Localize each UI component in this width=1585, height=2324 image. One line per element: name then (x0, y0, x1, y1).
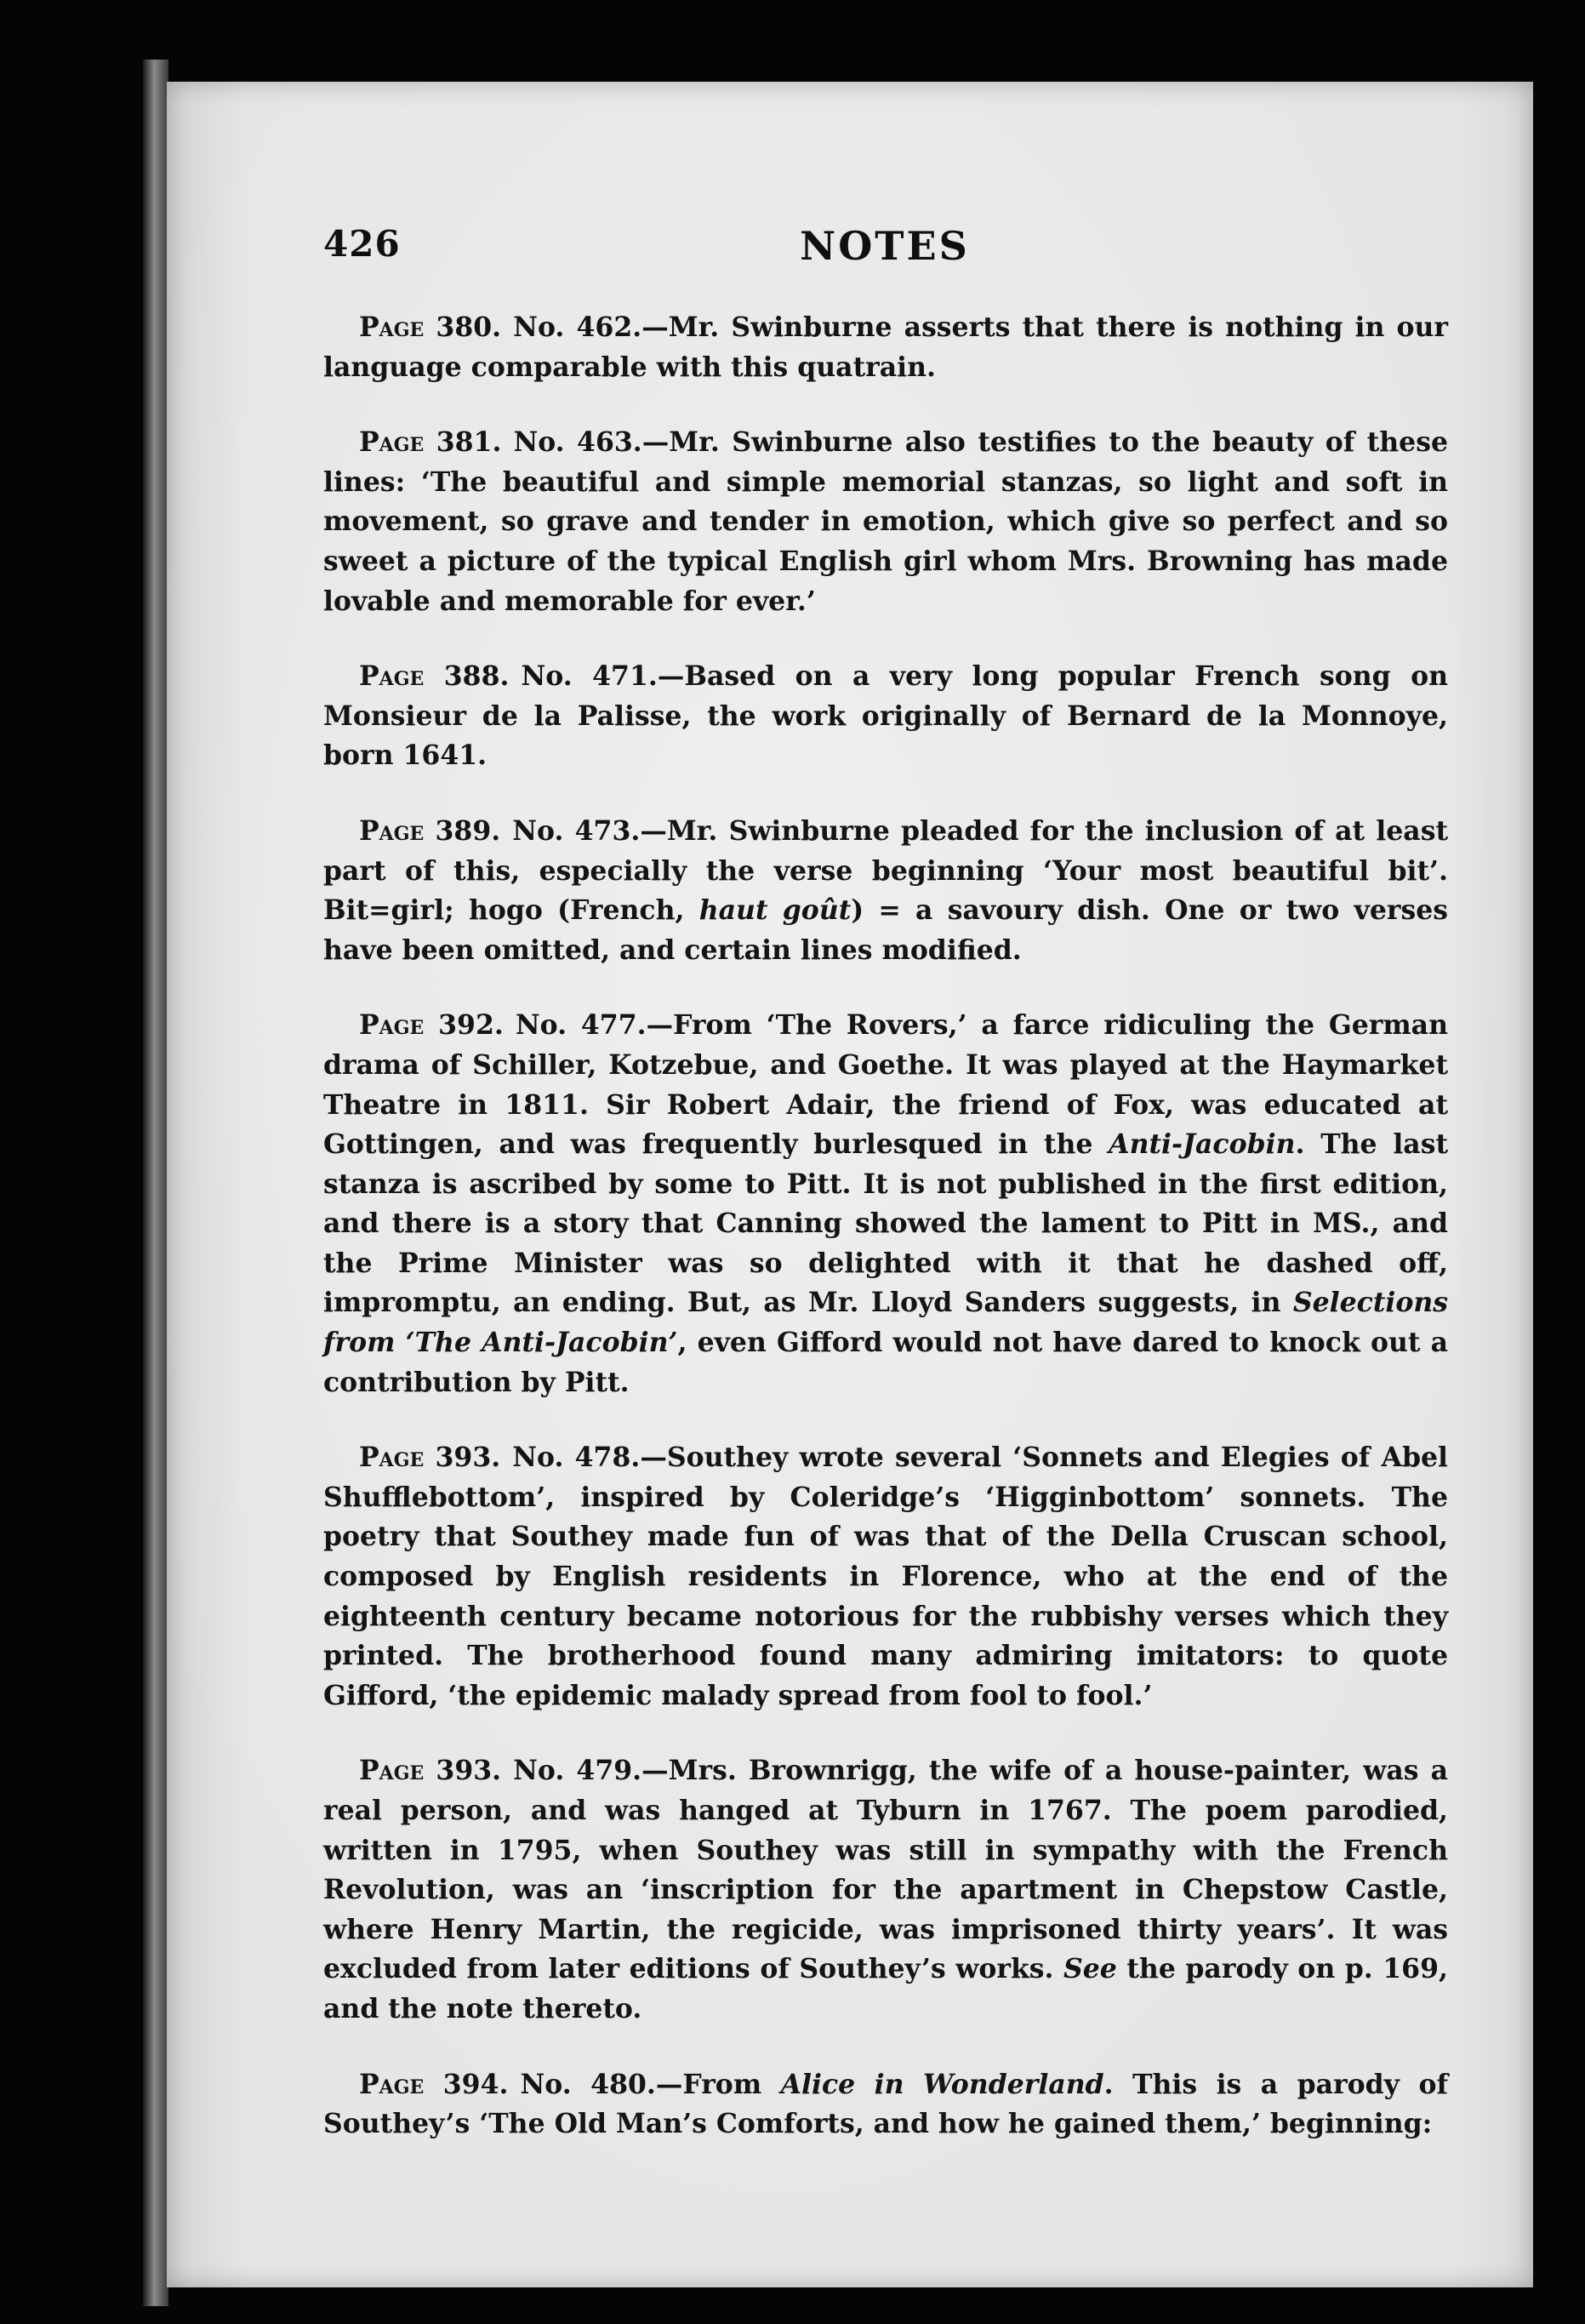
note-text: . This is a parody of Southey’s ‘The Old Man’s Comforts, and how he gained them,’ beginning: (323, 2068, 1449, 2140)
note-page-ref: Page 394. (359, 2068, 509, 2100)
note-paragraph (323, 423, 1448, 621)
note-page-ref: Page 380. (359, 311, 502, 343)
note-number: No. 473. (512, 814, 641, 847)
note-italic-text: Alice in Wonderland (780, 2068, 1104, 2100)
note-italic-text: haut goût (698, 894, 852, 927)
note-text: —Mrs. Brownrigg, the wife of a house-painter, was a real person, and was hanged at Tyburn in 1767. The poem parodied, written in 1795, when Southey was still in sympathy with the French Revolution, was an ‘inscription for the apartment in Chepstow Castle, where Henry Martin, the regicide, was imprisoned thirty years’. It was excluded from later editions of Southey’s works. (323, 1755, 1448, 1985)
running-title: NOTES (800, 223, 970, 269)
note-paragraph (323, 1751, 1448, 2029)
note-page-ref: Page 393. (359, 1442, 501, 1474)
page-number: 426 (323, 223, 401, 265)
note-italic-text: See (1063, 1953, 1117, 1985)
notes-body (323, 308, 1448, 2180)
note-paragraph (323, 657, 1448, 776)
note-text: . The last stanza is ascribed by some to Pitt. It is not published in the first edition, and there is a story that Canning showed the lament to Pitt in MS., and the Prime Minister was so delighted with it that he dashed off, impromptu, an ending. But, as Mr. Lloyd Sanders suggests, in (323, 1128, 1448, 1319)
note-paragraph (323, 308, 1448, 387)
note-text: —From (655, 2068, 781, 2100)
note-number: No. 479. (513, 1755, 642, 1787)
note-page-ref: Page 381. (359, 426, 502, 459)
note-italic-text: Anti-Jacobin (1109, 1128, 1296, 1161)
note-text: —Mr. Swinburne also testifies to the beauty of these lines: ‘The beautiful and simple memorial stanzas, so light and soft in movement, so grave and tender in emotion, which give so perfect and so sweet a picture of the typical English girl whom Mrs. Browning has made lovable and memorable for ever.’ (323, 426, 1448, 617)
note-number: No. 480. (520, 2068, 656, 2100)
note-number: No. 471. (521, 660, 658, 693)
note-italic-text: Selections from ‘The Anti-Jacobin’ (323, 1287, 1448, 1359)
book-spine-edge (143, 60, 168, 2306)
note-text: —Based on a very long popular French song on Monsieur de la Palisse, the work originally of Bernard de la Monnoye, born 1641. (323, 660, 1449, 772)
note-page-ref: Page 389. (359, 814, 501, 847)
note-paragraph (323, 1438, 1448, 1716)
note-paragraph (323, 2065, 1448, 2144)
note-number: No. 478. (512, 1442, 641, 1474)
note-page-ref: Page 392. (359, 1009, 504, 1042)
page-header (323, 223, 1446, 291)
note-text: , even Gifford would not have dared to knock out a contribution by Pitt. (323, 1327, 1448, 1398)
note-page-ref: Page 388. (359, 660, 510, 693)
note-text: —Mr. Swinburne asserts that there is nothing in our language comparable with this quatrain. (323, 311, 1449, 383)
note-text: —Southey wrote several ‘Sonnets and Elegies of Abel Shufflebottom’, inspired by Coleridge’s ‘Higginbottom’ sonnets. The poetry that Southey made fun of was that of the Della Cruscan school, composed by English residents in Florence, who at the end of the eighteenth century became notorious for the rubbishy verses which they printed. The brotherhood found many admiring imitators: to quote Gifford, ‘the epidemic malady spread from fool to fool.’ (323, 1442, 1448, 1711)
note-text: the parody on p. 169, and the note thereto. (323, 1953, 1448, 2024)
note-paragraph (323, 812, 1448, 970)
note-number: No. 477. (515, 1009, 647, 1042)
note-paragraph (323, 1006, 1448, 1402)
note-number: No. 463. (513, 426, 642, 459)
note-text: —Mr. Swinburne pleaded for the inclusion of at least part of this, especially the verse beginning ‘Your most beautiful bit’. Bit=girl; hogo (French, (323, 814, 1448, 927)
note-number: No. 462. (513, 311, 642, 343)
note-page-ref: Page 393. (359, 1755, 502, 1787)
note-text: —From ‘The Rovers,’ a farce ridiculing the German drama of Schiller, Kotzebue, and Goethe. It was played at the Haymarket Theatre in 1811. Sir Robert Adair, the friend of Fox, was educated at Gottingen, and was frequently burlesqued in the (323, 1009, 1448, 1161)
note-text: ) = a savoury dish. One or two verses have been omitted, and certain lines modified. (323, 894, 1448, 966)
